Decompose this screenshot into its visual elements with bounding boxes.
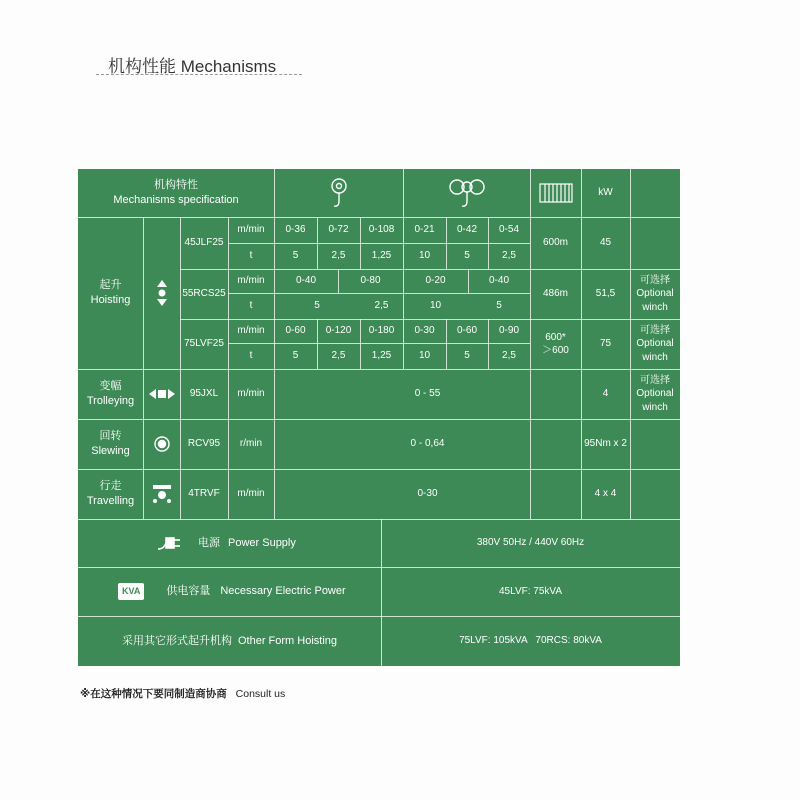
power-supply-value: 380V 50Hz / 440V 60Hz [476, 537, 585, 549]
hoisting-label [78, 217, 143, 369]
kw-cell: 45 [599, 237, 612, 249]
electric-power-value: 45LVF: 75kVA [499, 585, 562, 597]
kw-cell: 51,5 [595, 288, 616, 300]
spec-header [78, 169, 274, 217]
slewing-label-cn: 回转 [99, 430, 122, 443]
hoisting-label-cn: 起升 [99, 279, 122, 292]
travelling-label-cn: 行走 [99, 480, 122, 493]
speed-unit: m/min [237, 388, 265, 400]
remark-cn: 可选择 [640, 324, 670, 336]
kva-badge: KVA [118, 583, 144, 599]
kw-cell: 4 x 4 [594, 488, 617, 500]
load-cell: 5 [314, 300, 320, 312]
load-unit: t [249, 350, 253, 362]
load-cell: 5 [464, 350, 470, 362]
spec-header-en: Mechanisms specification [113, 194, 239, 206]
speed-cell: 0-20 [425, 275, 446, 287]
slewing-speed: 0 - 0,64 [410, 438, 445, 450]
speed-cell: 0-60 [285, 325, 306, 337]
load-cell: 1,25 [371, 250, 392, 262]
load-cell: 10 [429, 300, 442, 312]
height-line: 600* [545, 331, 566, 343]
slewing-label-en: Slewing [91, 445, 130, 457]
speed-unit: m/min [237, 224, 265, 236]
trolleying-label [78, 369, 143, 419]
speed-cell: 0-108 [368, 224, 395, 236]
speed-cell: 0-21 [414, 224, 435, 236]
speed-cell: 0-72 [328, 224, 349, 236]
load-cell: 5 [496, 300, 502, 312]
load-cell: 10 [418, 350, 431, 362]
speed-cell: 0-180 [368, 325, 395, 337]
kw-header: kW [598, 187, 613, 199]
power-plug-icon [156, 533, 182, 553]
load-cell: 2,5 [502, 350, 516, 362]
kw-cell: 4 [602, 388, 609, 400]
load-cell: 1,25 [371, 350, 392, 362]
model-95jxl: 95JXL [189, 388, 219, 400]
travelling-label [78, 469, 143, 519]
electric-power-label [78, 567, 381, 616]
optional-winch-remark [630, 369, 680, 419]
remark-en: Optional [636, 288, 674, 300]
model-45jlf25: 45JLF25 [184, 237, 224, 249]
rope-drum-icon [530, 169, 581, 217]
speed-unit: r/min [239, 438, 263, 450]
remark-en: Optional [636, 388, 674, 400]
footnote-cn: ※在这种情况下要同制造商协商 [80, 688, 227, 700]
power-supply-en: Power Supply [228, 536, 296, 549]
model-55rcs25: 55RCS25 [182, 288, 226, 300]
hoisting-label-en: Hoisting [90, 294, 131, 306]
up-down-arrow-icon [143, 217, 180, 369]
speed-cell: 0-36 [285, 224, 306, 236]
speed-unit: m/min [237, 275, 265, 287]
height-cell: 600m [542, 237, 568, 249]
travelling-label-en: Travelling [86, 495, 135, 507]
remark-en: Optional [636, 338, 674, 350]
load-cell: 2,5 [331, 350, 346, 362]
kw-cell: 75 [599, 338, 612, 350]
model-4trvf: 4TRVF [188, 488, 220, 500]
load-cell: 2,5 [374, 300, 389, 312]
speed-cell: 0-42 [456, 224, 477, 236]
electric-power-en: Necessary Electric Power [220, 585, 346, 598]
remark-cn: 可选择 [640, 274, 670, 286]
trolleying-label-cn: 变幅 [99, 380, 122, 393]
power-supply-cn: 电源 [198, 536, 220, 549]
other-hoisting-en: Other Form Hoisting [237, 634, 338, 647]
load-unit: t [249, 300, 253, 312]
load-cell: 2,5 [331, 250, 346, 262]
footnote-en: Consult us [235, 688, 286, 700]
speed-unit: m/min [237, 488, 265, 500]
speed-cell: 0-60 [456, 325, 477, 337]
height-cell: 486m [542, 288, 568, 300]
speed-cell: 0-30 [414, 325, 435, 337]
load-cell: 10 [418, 250, 431, 262]
remark-en: winch [642, 351, 668, 363]
load-cell: 5 [464, 250, 470, 262]
other-hoisting-label [78, 616, 381, 666]
title-underline [96, 74, 302, 75]
other-hoisting-cn: 采用其它形式起升机构 [121, 634, 232, 647]
height-line: ＞600 [542, 345, 569, 356]
load-cell: 5 [292, 350, 299, 362]
speed-cell: 0-40 [488, 275, 509, 287]
remark-en: winch [642, 301, 668, 313]
page-title: 机构性能 Mechanisms [108, 57, 277, 76]
speed-unit: m/min [237, 325, 265, 337]
remark-en: winch [642, 401, 668, 413]
speed-cell: 0-40 [295, 275, 316, 287]
slewing-label [78, 419, 143, 469]
load-cell: 2,5 [502, 250, 516, 262]
double-hook-icon [403, 169, 530, 217]
load-cell: 5 [292, 250, 299, 262]
load-unit: t [249, 250, 253, 262]
left-right-arrow-icon [143, 369, 180, 419]
speed-cell: 0-120 [325, 325, 352, 337]
speed-cell: 0-90 [498, 325, 519, 337]
speed-cell: 0-54 [498, 224, 519, 236]
travelling-speed: 0-30 [417, 488, 438, 500]
travel-wheels-icon [143, 469, 180, 519]
electric-power-cn: 供电容量 [166, 585, 211, 598]
height-cell [530, 319, 581, 369]
trolleying-label-en: Trolleying [86, 395, 135, 407]
power-supply-label [78, 519, 381, 567]
torque-cell: 95Nm x 2 [584, 438, 627, 450]
remark-cn: 可选择 [640, 374, 670, 386]
optional-winch-remark [630, 269, 680, 319]
spec-header-cn: 机构特性 [154, 179, 198, 192]
trolleying-speed: 0 - 55 [414, 388, 441, 400]
other-hoisting-value: 75LVF: 105kVA 70RCS: 80kVA [459, 635, 602, 647]
speed-cell: 0-80 [360, 275, 381, 287]
optional-winch-remark [630, 319, 680, 369]
model-rcv95: RCV95 [187, 438, 221, 450]
slewing-icon [143, 419, 180, 469]
single-hook-icon [274, 169, 403, 217]
model-75lvf25: 75LVF25 [184, 338, 224, 350]
footnote [80, 686, 285, 701]
mechanisms-table [78, 169, 680, 666]
